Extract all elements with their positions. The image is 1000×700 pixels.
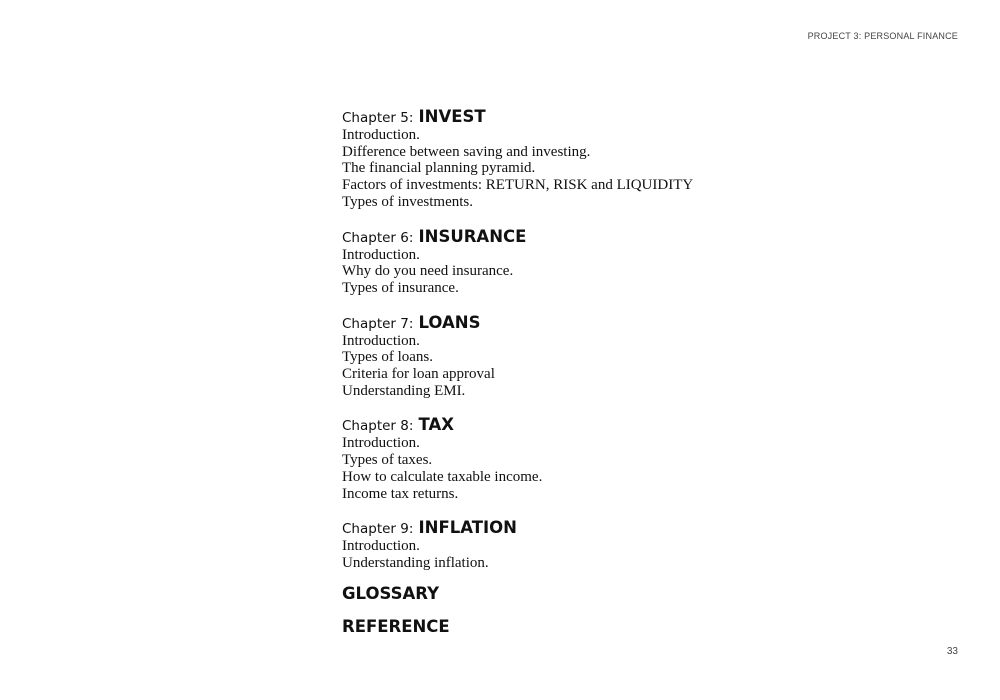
chapter-heading <box>342 227 693 247</box>
topic-item: Types of investments. <box>342 193 474 210</box>
chapter-heading <box>342 107 693 127</box>
topic-item: Income tax returns. <box>342 485 459 502</box>
glossary-heading: GLOSSARY <box>342 583 440 603</box>
chapter-prefix: Chapter 5: <box>342 110 414 126</box>
chapter-title: LOANS <box>418 312 481 332</box>
chapter-prefix: Chapter 8: <box>342 418 414 435</box>
chapter-heading <box>342 415 693 435</box>
topic-item: Types of loans. <box>342 349 434 366</box>
chapter-5 <box>342 107 693 211</box>
topic-item: Understanding inflation. <box>342 554 489 571</box>
chapter-heading <box>342 313 693 333</box>
page-number: 33 <box>946 646 958 657</box>
topic-item: Introduction. <box>342 127 420 143</box>
topic-item: Introduction. <box>342 435 420 452</box>
chapter-prefix: Chapter 6: <box>342 229 414 246</box>
topic-item: Types of taxes. <box>342 452 433 469</box>
chapter-6 <box>342 227 693 297</box>
chapter-title: INFLATION <box>418 518 517 538</box>
chapter-title: INVEST <box>418 107 486 126</box>
topic-item: Understanding EMI. <box>342 382 466 399</box>
chapter-8 <box>342 415 693 502</box>
chapter-title: INSURANCE <box>418 226 527 246</box>
chapter-7 <box>342 313 693 400</box>
topic-item: The financial planning pyramid. <box>342 160 536 177</box>
topic-item: Introduction. <box>342 538 420 555</box>
chapter-prefix: Chapter 7: <box>342 315 414 332</box>
topic-item: Difference between saving and investing. <box>342 143 591 160</box>
chapter-title: TAX <box>418 415 454 435</box>
chapter-prefix: Chapter 9: <box>342 521 414 538</box>
table-of-contents <box>342 107 693 637</box>
chapter-heading <box>342 518 693 538</box>
topic-item: Factors of investments: RETURN, RISK and LIQUIDITY <box>342 177 694 194</box>
topic-item: Introduction. <box>342 332 420 349</box>
topic-item: Introduction. <box>342 246 420 263</box>
topic-item: Why do you need insurance. <box>342 263 514 280</box>
topic-item: Types of insurance. <box>342 279 459 296</box>
reference-heading: REFERENCE <box>342 616 450 636</box>
running-header: PROJECT 3: PERSONAL FINANCE <box>807 31 958 41</box>
topic-item: Criteria for loan approval <box>342 366 495 383</box>
topic-item: How to calculate taxable income. <box>342 468 543 485</box>
chapter-9 <box>342 518 693 571</box>
